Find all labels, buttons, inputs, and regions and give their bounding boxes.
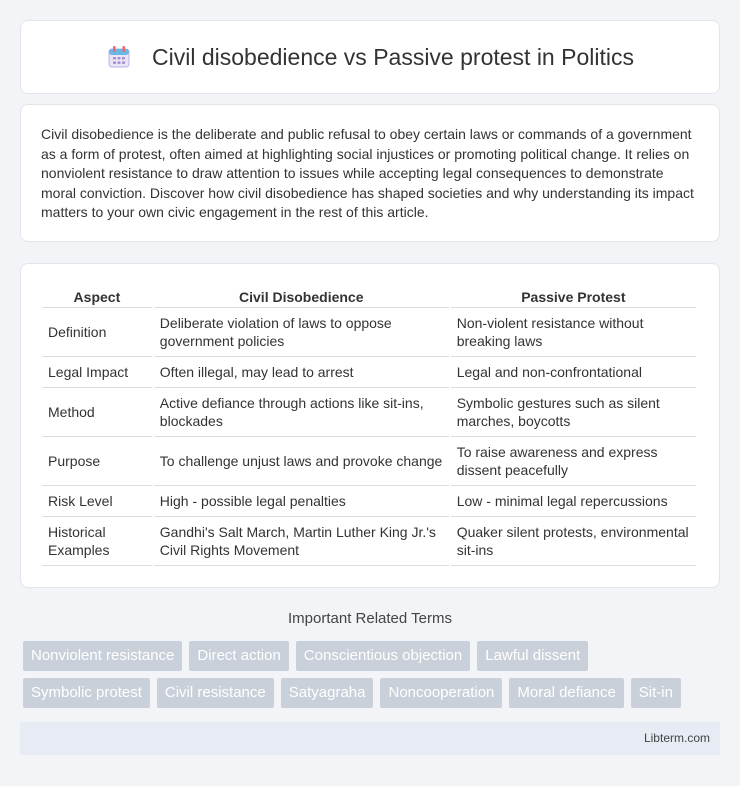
table-row [42,357,696,388]
table-header-row [42,284,696,308]
tag-row [23,641,723,671]
tag-symbolic-protest[interactable]: Symbolic protest [23,678,150,708]
header-aspect: Aspect [42,284,152,308]
tag-satyagraha[interactable]: Satyagraha [281,678,374,708]
table-row [42,437,696,486]
cell-civil: To challenge unjust laws and provoke change [154,437,449,486]
tag-civil-resistance[interactable]: Civil resistance [157,678,274,708]
cell-aspect: Method [42,388,152,437]
cell-aspect: Risk Level [42,486,152,517]
cell-civil: Often illegal, may lead to arrest [154,357,449,388]
cell-aspect: Purpose [42,437,152,486]
footer [20,722,720,755]
comparison-table [40,284,698,566]
tag-lawful-dissent[interactable]: Lawful dissent [477,641,588,671]
tag-direct-action[interactable]: Direct action [189,641,288,671]
table-row [42,486,696,517]
tag-sit-in[interactable]: Sit-in [631,678,681,708]
cell-aspect: Historical Examples [42,517,152,566]
cell-passive: Quaker silent protests, environmental sit-ins [451,517,696,566]
cell-passive: To raise awareness and express dissent peacefully [451,437,696,486]
cell-civil: High - possible legal penalties [154,486,449,517]
page-title: Civil disobedience vs Passive protest in Politics [152,43,634,70]
header-passive-protest: Passive Protest [451,284,696,308]
title-card [20,20,720,94]
cell-civil: Deliberate violation of laws to oppose government policies [154,308,449,357]
related-terms-title: Important Related Terms [288,610,452,627]
table-row [42,308,696,357]
tag-conscientious-objection[interactable]: Conscientious objection [296,641,470,671]
cell-passive: Low - minimal legal repercussions [451,486,696,517]
cell-civil: Gandhi's Salt March, Martin Luther King Jr.'s Civil Rights Movement [154,517,449,566]
table-row [42,388,696,437]
intro-paragraph: Civil disobedience is the deliberate and public refusal to obey certain laws or commands of a government as a form of protest, often aimed at highlighting social injustices or promoting political change. It relies on nonviolent resistance to draw attention to issues while accepting legal consequences to demonstrate moral conviction. Discover how civil disobedience has shaped societies and why understanding its impact matters to your own civic engagement in the rest of this article. [41,126,694,221]
cell-passive: Non-violent resistance without breaking laws [451,308,696,357]
footer-site-link[interactable]: Libterm.com [643,731,710,745]
cell-aspect: Definition [42,308,152,357]
comparison-table-card [20,263,720,588]
tag-noncooperation[interactable]: Noncooperation [380,678,502,708]
header-civil-disobedience: Civil Disobedience [154,284,449,308]
related-terms-tags [23,641,723,715]
cell-aspect: Legal Impact [42,357,152,388]
cell-passive: Symbolic gestures such as silent marches, boycotts [451,388,696,437]
intro-card [20,104,720,242]
calendar-icon [106,44,132,70]
table-row [42,517,696,566]
tag-row [23,678,723,708]
tag-moral-defiance[interactable]: Moral defiance [509,678,623,708]
tag-nonviolent-resistance[interactable]: Nonviolent resistance [23,641,182,671]
cell-passive: Legal and non-confrontational [451,357,696,388]
cell-civil: Active defiance through actions like sit-ins, blockades [154,388,449,437]
